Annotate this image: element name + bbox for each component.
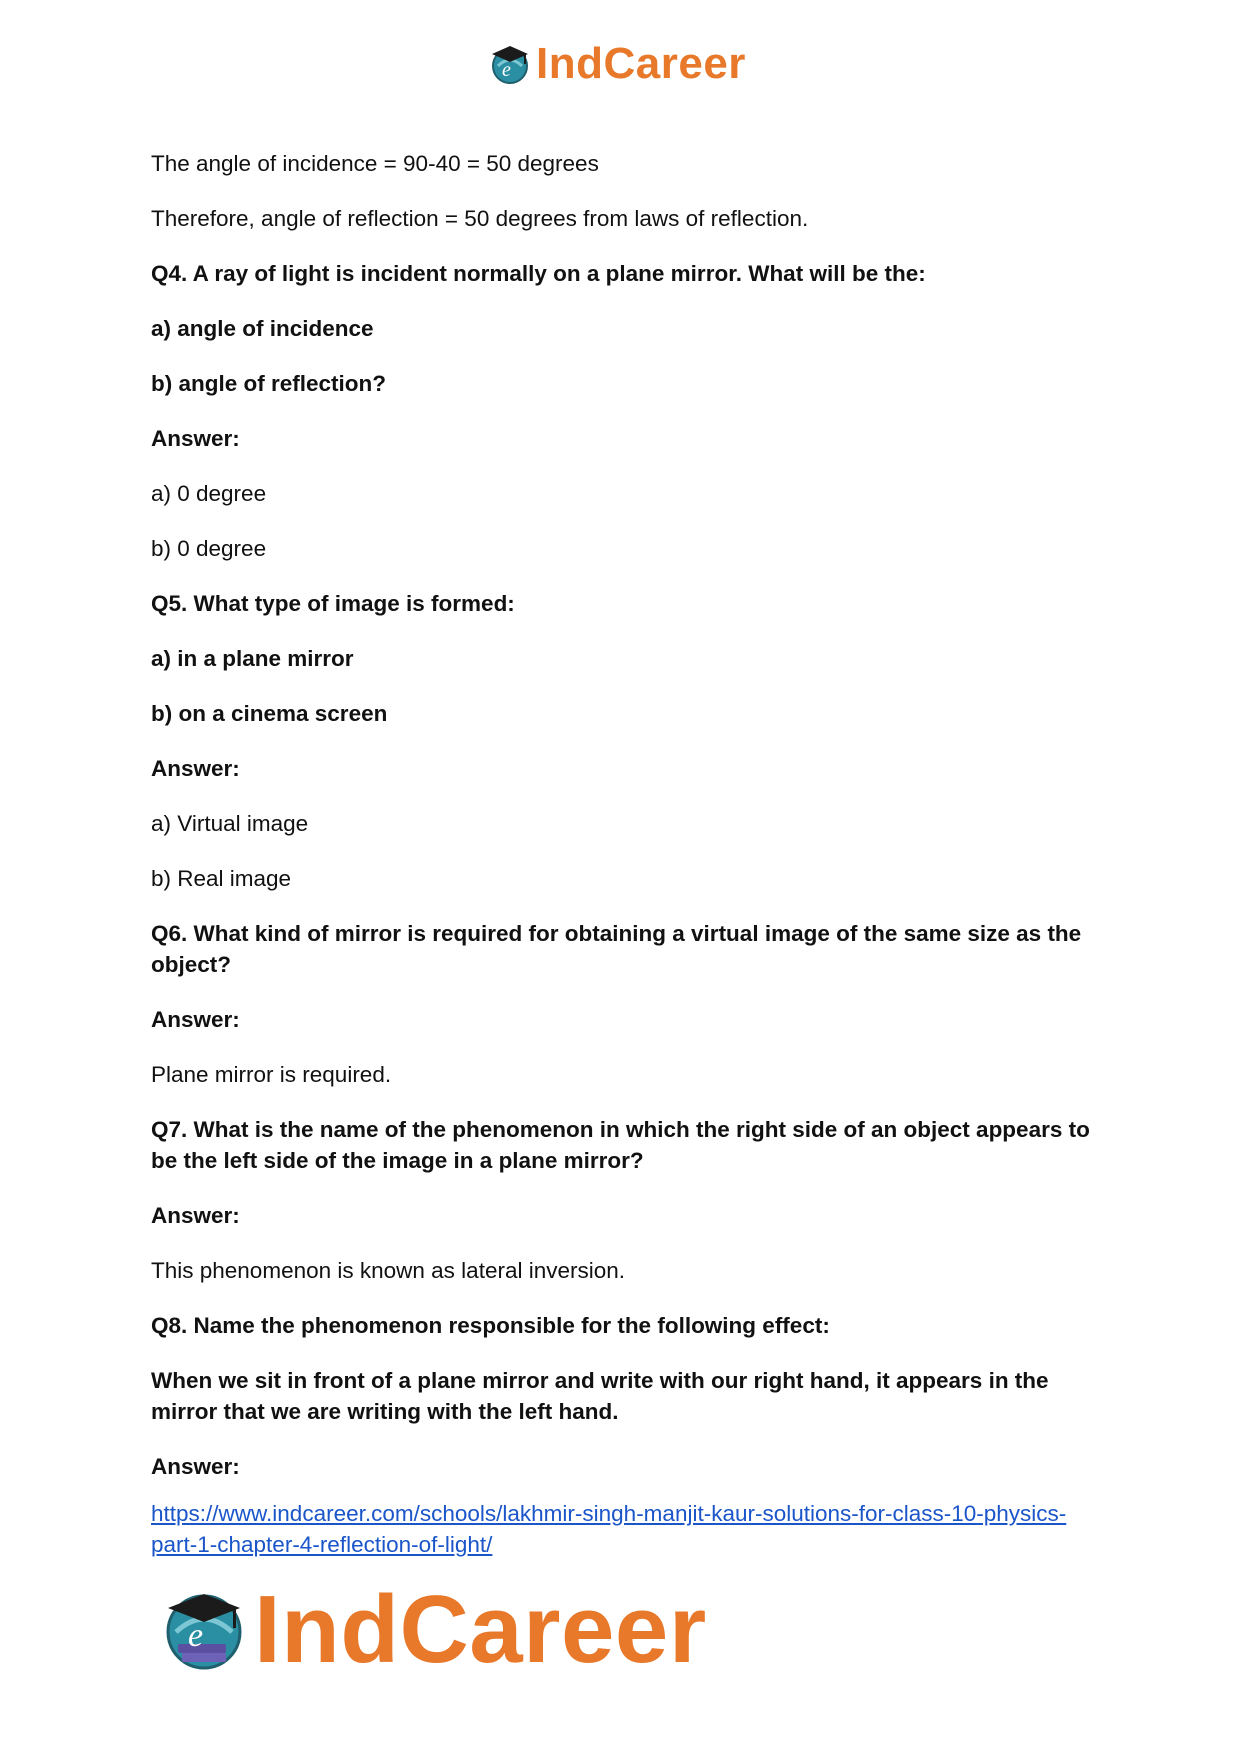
question-text: Answer: — [151, 426, 240, 451]
question-text: Answer: — [151, 1203, 240, 1228]
question-text: Answer: — [151, 1454, 240, 1479]
question-text: Q5. What type of image is formed: — [151, 591, 515, 616]
question-text: Q4. A ray of light is incident normally on a plane mirror. What will be the: — [151, 261, 926, 286]
footer-logo-text: IndCareer — [254, 1576, 707, 1683]
answer-text: b) 0 degree — [151, 536, 267, 561]
svg-text:e: e — [502, 59, 511, 81]
question-text: Q8. Name the phenomenon responsible for the following effect: — [151, 1313, 830, 1338]
question-text: When we sit in front of a plane mirror and write with our right hand, it appears in the mirror that we are writing with the left hand. — [151, 1368, 1049, 1424]
question-text: a) in a plane mirror — [151, 646, 354, 671]
reference-link[interactable]: https://www.indcareer.com/schools/lakhmir-singh-manjit-kaur-solutions-for-class-10-physics-part-1-chapter-4-reflection-of-light/ — [151, 1501, 1067, 1557]
question-text: Q6. What kind of mirror is required for obtaining a virtual image of the same size as the object? — [151, 921, 1082, 977]
answer-text: a) Virtual image — [151, 811, 309, 836]
graduation-globe-icon — [488, 42, 532, 86]
answer-text: b) Real image — [151, 866, 292, 891]
question-text: a) angle of incidence — [151, 316, 374, 341]
question-text: b) angle of reflection? — [151, 371, 387, 396]
footer-logo — [160, 1576, 707, 1683]
header-logo — [488, 40, 746, 88]
header-logo-text: IndCareer — [536, 39, 746, 88]
question-text: Q7. What is the name of the phenomenon in which the right side of an object appears to be the left side of the image in a plane mirror? — [151, 1117, 1090, 1173]
document-body — [151, 148, 1091, 1506]
answer-text: a) 0 degree — [151, 481, 267, 506]
question-text: Answer: — [151, 1007, 240, 1032]
question-text: Answer: — [151, 756, 240, 781]
question-text: b) on a cinema screen — [151, 701, 388, 726]
graduation-books-globe-icon — [160, 1586, 248, 1674]
svg-text:e: e — [188, 1617, 204, 1654]
answer-text: Plane mirror is required. — [151, 1062, 392, 1087]
answer-text: The angle of incidence = 90-40 = 50 degrees — [151, 151, 599, 176]
answer-text: This phenomenon is known as lateral inversion. — [151, 1258, 626, 1283]
reference-link-block — [151, 1498, 1091, 1560]
answer-text: Therefore, angle of reflection = 50 degrees from laws of reflection. — [151, 206, 809, 231]
